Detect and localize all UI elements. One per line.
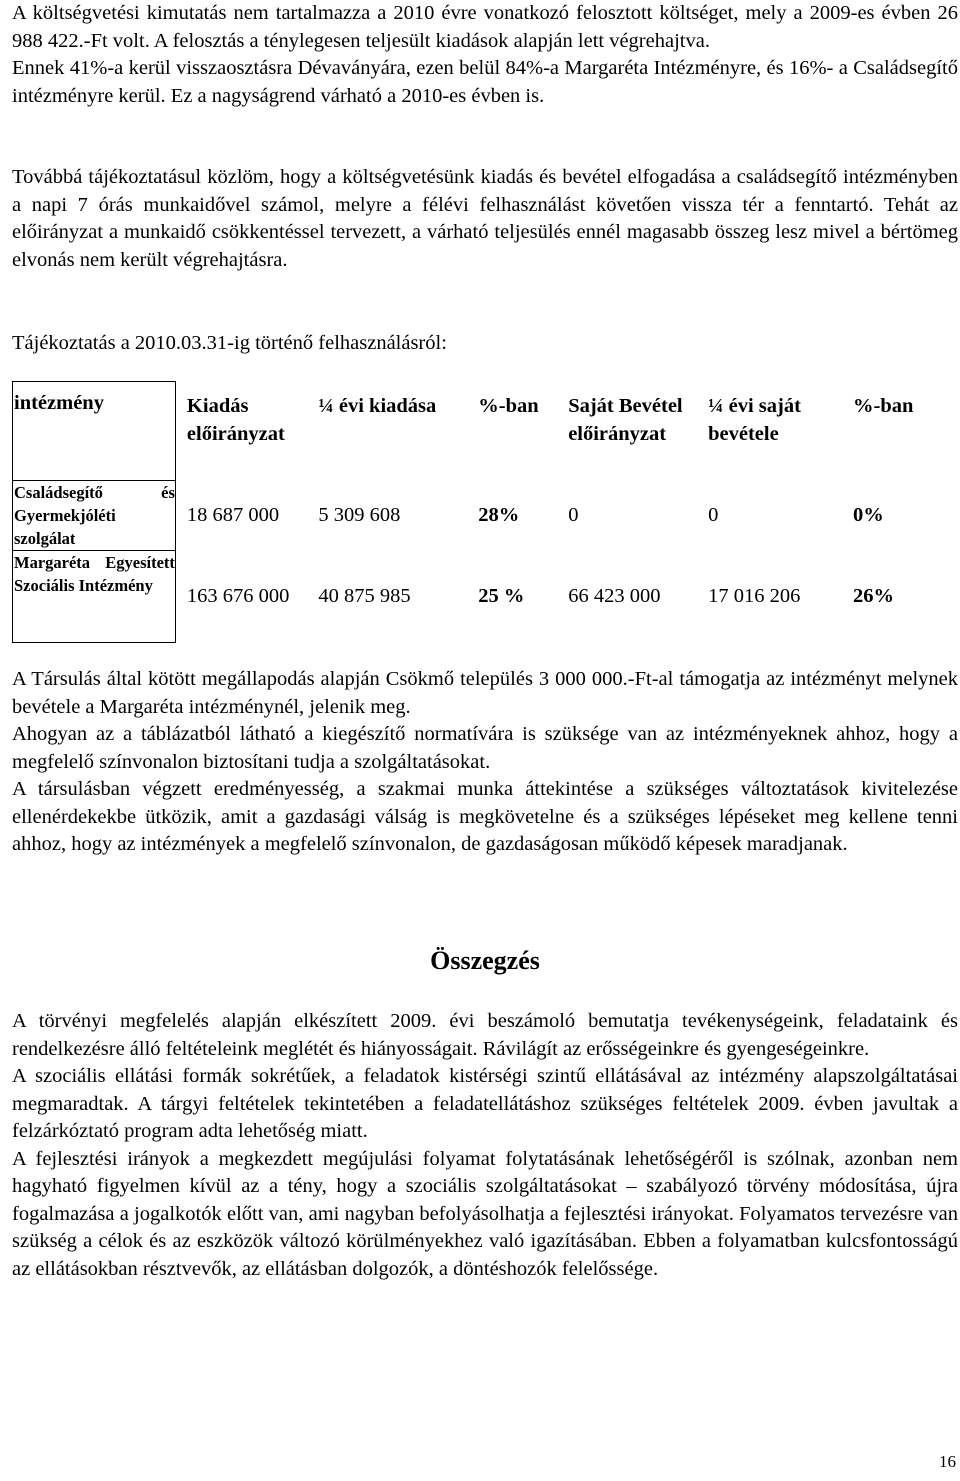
table-header-row [13, 382, 959, 481]
after-table-paragraph-1: A Társulás által kötött megállapodás alapján Csökmő település 3 000 000.-Ft-al támogatja az intézményt melynek bevétele a Margaréta intézménynél, jelenik meg. [12, 668, 958, 718]
header-szazalek-1: %-ban [478, 394, 539, 417]
intro-paragraph-3: Továbbá tájékoztatásul közlöm, hogy a költségvetésünk kiadás és bevétel elfogadása a családsegítő intézményben a napi 7 órás munkaidővel számol, melyre a félévi felhasználást követően vissza tér a fenntartó. Tehát az előirányzat a munkaidő csökkentéssel tervezett, a várható teljesülés ennél magasabb összeg lesz mivel a bértömeg elvonás nem került végrehajtásra. [12, 166, 958, 271]
header-intezmeny: intézmény [13, 382, 176, 481]
cell-sajat-eloiranyzat: 0 [568, 504, 579, 526]
intro-block [12, 0, 958, 110]
summary-paragraph-3: A fejlesztési irányok a megkezdett megújulási folyamat folytatásának lehetőségéről is szólnak, azonban nem hagyható figyelmen kívül az a tény, hogy a szociális szolgáltatásokat – szabályozó törvény módosítása, újra fogalmazása a jogalkotók előtt van, ami nagyban befolyásolhatja a fejlesztési irányokat. Folyamatos tervezésre van szükség a célok és az eszközök változó körülményekhez való igazításában. Ebben a folyamatban kulcsfontosságú az ellátásokban résztvevők, az ellátásban dolgozók, a döntéshozók felelőssége. [12, 1147, 958, 1280]
cell-sajat-eloiranyzat: 66 423 000 [568, 585, 661, 607]
header-szazalek-2: %-ban [853, 394, 914, 417]
cell-szazalek-1: 28% [478, 504, 520, 526]
after-table-paragraph-3: A társulásban végzett eredményesség, a szakmai munka áttekintése a szükséges változtatások kivitelezése ellenérdekekbe ütközik, amit a gazdasági válság is megkövetelne és a szükséges lépéseket meg kellene tenni ahhoz, hogy az intézmények a megfelelő színvonalon, de gazdaságosan működő képesek maradjanak. [12, 778, 958, 855]
summary-paragraph-1: A törvényi megfelelés alapján elkészített 2009. évi beszámoló bemutatja tevékenységeink, feladataink és rendelkezésre álló feltételeink meglétét és hiányosságait. Rávilágít az erősségeinkre és gyengeségeinkre. [12, 1010, 958, 1060]
table-row [13, 551, 959, 643]
cell-negyed-kiadas: 5 309 608 [318, 504, 401, 526]
row-institution-name: Margaréta Egyesített Szociális Intézmény [13, 551, 176, 643]
row-institution-name: Családsegítő és Gyermekjóléti szolgálat [13, 481, 176, 551]
cell-szazalek-2: 26% [853, 585, 895, 607]
budget-table [12, 381, 958, 643]
cell-negyed-sajat: 0 [708, 504, 719, 526]
header-kiadas-eloiranyzat: Kiadás előirányzat [186, 394, 285, 445]
page-number: 16 [939, 1452, 956, 1471]
intro-paragraph-2: Ennek 41%-a kerül visszaosztásra Dévaványára, ezen belül 84%-a Margaréta Intézményre, és 16%- a Családsegítő intézményre kerül. Ez a nagyságrend várható a 2010-es évben is. [12, 57, 958, 107]
header-sajat-bevetel: Saját Bevétel előirányzat [568, 394, 683, 445]
intro-paragraph-1: A költségvetési kimutatás nem tartalmazza a 2010 évre vonatkozó felosztott költséget, mely a 2009-es évben 26 988 422.-Ft volt. A felosztás a ténylegesen teljesült kiadások alapján lett végrehajtva. [12, 2, 958, 52]
table-caption: Tájékoztatás a 2010.03.31-ig történő felhasználásról: [12, 332, 447, 354]
cell-szazalek-1: 25 % [478, 585, 525, 607]
cell-kiadas-eloiranyzat: 163 676 000 [186, 585, 290, 607]
header-negyed-sajat: ¼ évi saját bevétele [708, 394, 801, 445]
section-title: Összegzés [430, 946, 540, 975]
summary-block [12, 1008, 958, 1283]
cell-negyed-kiadas: 40 875 985 [318, 585, 411, 607]
table-row [13, 481, 959, 551]
after-table-block [12, 666, 958, 859]
cell-negyed-sajat: 17 016 206 [708, 585, 801, 607]
cell-szazalek-2: 0% [853, 504, 884, 526]
summary-paragraph-2: A szociális ellátási formák sokrétűek, a feladatok kistérségi szintű ellátásával az intézmény alapszolgáltatásai megmaradtak. A tárgyi feltételek tekintetében a feladatellátáshoz szükséges feltételek 2009. évben javultak a felzárkóztató program adta lehetőség miatt. [12, 1065, 958, 1142]
cell-kiadas-eloiranyzat: 18 687 000 [186, 504, 280, 526]
after-table-paragraph-2: Ahogyan az a táblázatból látható a kiegészítő normatívára is szüksége van az intézményeknek ahhoz, hogy a megfelelő színvonalon biztosítani tudja a szolgáltatásokat. [12, 723, 958, 773]
header-negyed-kiadas: ¼ évi kiadása [318, 394, 437, 417]
